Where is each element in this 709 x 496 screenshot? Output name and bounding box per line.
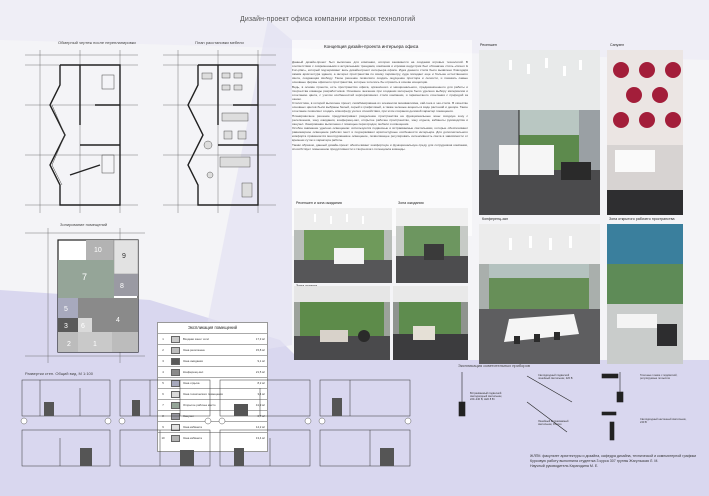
zone-label-8: 8 [120,283,124,290]
zoning-plan [20,228,148,363]
footer-line: Курсовую работу выполнила студентка 3 курса 307 группы Жагульская Л. М. [530,459,659,463]
legend-area: 14,2 м² [255,425,265,429]
legend-number: 10 [161,436,165,440]
zone-label-4: 4 [116,317,120,324]
footer-line: Научный руководитель Карагодина М. Е. [530,464,599,468]
fixture-label: Линейный встраиваемый светильник, Россия [538,420,569,426]
furniture-plan [158,45,278,215]
legend-label: Санузел [183,414,194,418]
legend-number: 7 [162,403,164,407]
legend-area: 13,4 м² [255,436,265,440]
concept-paragraph: Таким образом, данный дизайн-проект обеспечивает комфортную и функциональную среду для сотрудников компании, способствует повышению продуктивности и творческого потенциала команды. [292,142,468,151]
fixture-label: Светодиодный подвесной линейный светильник, 220 В [538,374,573,380]
legend-area: 8,2 м² [257,381,265,385]
wall-elevations [20,378,415,470]
concept-paragraph: Данный дизайн-проект был выполнен для компании, которая занимается на создании игровых технологий. В соответствии с современными и актуальными трендами, компания и игровая индустрия был обозначен стиль «Green & Fun-plan», который подчеркивает весь дизайн-проект интерьера офиса. Идея данного стиля было выявлено благодаря самим архитектура здания, а интерес пространства по всему периметру, куда попадает еще и больше естественного света, создающая свободу. Такое решение позволило создать ощущение простора и легкости, и показать самые основные формы офисного пространства, которые хотелось бы отразить в основе концепции. [292,60,468,84]
legend-number: 2 [162,348,164,352]
legend-number: 5 [162,381,164,385]
photo-label-conference: Конференц-зал [482,217,509,221]
lounge-render [393,286,468,360]
legend-swatch [171,369,180,376]
legend-area: 17,3 м² [255,337,265,341]
legend-area: 21,5 м² [255,370,265,374]
fixture-label: Встраиваемый подвесной светодиодный светильник, 220–240 В, LED 8 Вт [470,392,503,401]
legend-label: Входная зона / холл [183,337,210,341]
legend-label: Зона кабинета [183,425,202,429]
legend-swatch [171,358,180,365]
photo-label-reception-waiting: Ресепшен и зона ожидания [296,201,342,205]
zone-label-10: 10 [94,247,102,254]
footer-line: ЖЛПК: факультет архитектуры и дизайна, кафедра дизайна, технической и компьютерной графики [530,454,697,458]
zone-label-9: 9 [122,253,126,260]
concept-paragraph: Планировочное решение предусматривает разделение пространства на функциональные зоны: входную зону с ресепшеном, зону ожидания, конференц-зал, открытое рабочее пространство, зону отдыха, кабинеты руководства и санузел. Зонирование выполнено с помощью перегородок, мебели и освещения. [292,113,468,126]
zone-label-3: 3 [64,323,68,330]
waiting-render [396,208,468,283]
concept-paragraph: Ведь, в основе проекта, есть пространство офиса, органичного и эмоционального, предназначенного для работы и творчества команды разработчиков. Основное значение при создании интерьера было уделено выбору материалов и сочетанию цвета, с учетом особенностей корпоративного стиля компании, и гармоничного сочетания с природой за окном. [292,84,468,101]
footer-credits [530,454,696,469]
legend-number: 1 [162,337,164,341]
legend-swatch [171,347,180,354]
legend-row [158,344,267,355]
fixtures-heading: Экспликация осветительных приборов [458,363,530,368]
legend-label: Зона технического помещения [183,392,223,396]
legend-area: 6,7 м² [257,414,265,418]
concept-paragraph: Особое внимание уделено освещению: используются подвесные и встраиваемые светильники, которые обеспечивают равномерное освещение рабочих мест и подчеркивают архитектурные особенности интерьера. Для дополнительного комфорта применяется многоуровневое освещение, позволяющее регулировать интенсивность света в зависимости от времени суток и характера работы. [292,126,468,142]
legend-number: 4 [162,370,164,374]
photo-label-open-work: Зона открытого рабочего пространства [609,217,675,221]
legend-area: 9,1 м² [257,359,265,363]
legend-area: 41,9 м² [255,403,265,407]
reception-waiting-render [294,208,392,283]
legend-label: Зона отдыха [183,381,200,385]
legend-row [158,333,267,344]
zone-label-6: 6 [81,323,85,330]
zoning-plan-title: Зонирование помещений [60,222,108,227]
conference-render [479,224,600,364]
legend-label: Зона кабинета [183,436,202,440]
zone-label-7: 7 [82,272,88,282]
open-work-render [607,224,683,364]
fixtures-illustrations [432,372,702,452]
fixture-label: Светодиодный настенный светильник, 240 В [640,418,687,424]
zone-label-2: 2 [67,341,71,348]
photo-label-bathroom: Санузел [610,43,624,47]
legend-swatch [171,336,180,343]
legend-title: Экспликация помещений [188,325,237,330]
legend-label: Конференц-зал [183,370,204,374]
fixture-label: Точечные тонкие с подсветкой, регулируемые по высоте [640,374,678,380]
page-title: Дизайн-проект офиса компании игровых технологий [240,16,416,23]
legend-label: Зона ресепшена [183,348,205,352]
photo-label-waiting: Зона ожидания [398,201,424,205]
measured-plan [20,45,140,215]
photo-label-reception: Ресепшен [480,43,497,47]
measured-plan-title: Обмерный чертеж после перепланировки [58,40,136,45]
sections-title: Развертки стен. Общий вид. М 1:100 [25,371,94,376]
bathroom-render [607,50,683,215]
legend-number: 6 [162,392,164,396]
legend-row [158,355,267,366]
legend-row [158,366,267,377]
legend-number: 8 [162,414,164,418]
legend-number: 9 [162,425,164,429]
legend-label: Открытое рабочее место [183,403,216,407]
legend-area: 15,8 м² [255,348,265,352]
zone-label-1: 1 [93,341,97,348]
concept-paragraph: Стилистика, в которой выполнен проект, скомбинирована из элементов минимализма, хай-тека и эко-стиля. В качестве основных цветов были выбраны белый, серый и графитовый, а также зеленые акценты в виде растений и декора. Такое сочетание позволяет создать атмосферу уюта и спокойствия, при этом сохраняя деловой характер помещения. [292,101,468,113]
legend-number: 3 [162,359,164,363]
legend-label: Зона ожидания [183,359,203,363]
reception-render [479,50,600,215]
furniture-plan-title: План расстановки мебели [195,40,244,45]
zone-label-5: 5 [64,306,68,313]
legend-area: 3,4 м² [257,392,265,396]
rest-render [294,286,390,360]
concept-heading: Концепция дизайн-проекта интерьера офиса [324,44,419,49]
